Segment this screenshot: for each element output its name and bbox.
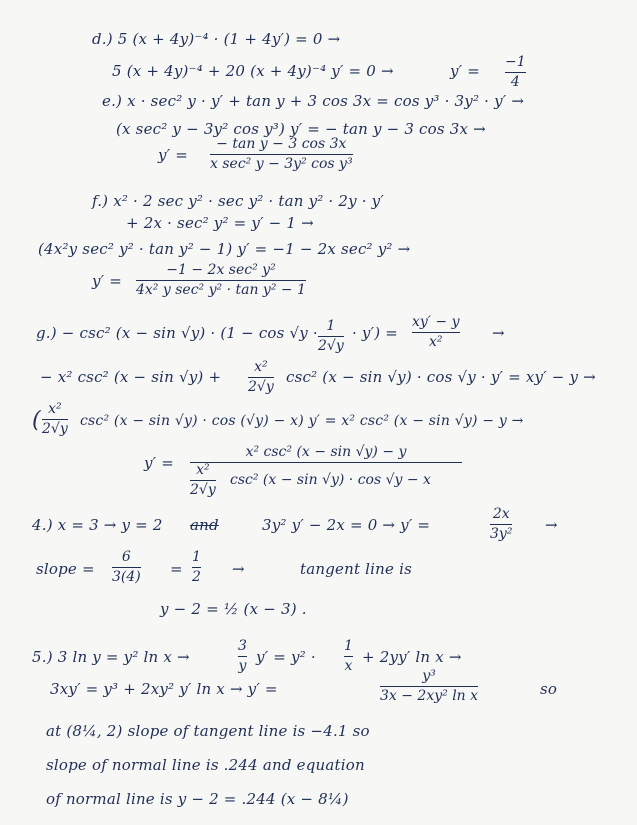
line-d2: 5 (x + 4y)⁻⁴ + 20 (x + 4y)⁻⁴ y′ = 0 → <box>112 62 394 80</box>
fraction-numerator: −1 <box>505 54 526 70</box>
line-f1: f.) x² · 2 sec y² · sec y² · tan y² · 2y · y′ <box>92 192 384 210</box>
line-p4-c5: tangent line is <box>300 560 412 578</box>
line-f3: (4x²y sec² y² · tan y² − 1) y′ = −1 − 2x sec² y² → <box>38 240 411 258</box>
line-p4-b: 3y² y′ − 2x = 0 → y′ = <box>262 516 431 534</box>
fraction-g1-b <box>318 318 344 355</box>
fraction-denominator: 2√y <box>318 338 344 354</box>
fraction-numerator: −1 − 2x sec² y² <box>166 262 276 278</box>
line-p5-e: of normal line is y − 2 = .244 (x − 8¼) <box>46 790 349 808</box>
line-d2-result: y′ = <box>450 62 481 80</box>
fraction-d2 <box>505 54 526 91</box>
fraction-numerator: 2x <box>492 506 510 522</box>
fraction-denominator: x <box>344 658 353 674</box>
line-p4-and: and <box>190 516 219 534</box>
line-g3-b: csc² (x − sin √y) · cos (√y) − x) y′ = x² csc² (x − sin √y) − y → <box>80 413 524 429</box>
fraction-p4-b <box>490 506 512 543</box>
fraction-denominator-rest: csc² (x − sin √y) · cos √y − x <box>230 472 431 488</box>
fraction-denominator: y <box>238 658 247 674</box>
line-p5-b: 3xy′ = y³ + 2xy² y′ ln x → y′ = <box>50 680 278 698</box>
line-g1-arrow: → <box>492 324 505 342</box>
line-p5-d: slope of normal line is .244 and equation <box>46 756 365 774</box>
fraction-denominator: 4 <box>510 74 520 90</box>
fraction-p4-c <box>112 549 141 586</box>
fraction-numerator: 1 <box>192 549 201 565</box>
line-p5-a4: + 2yy′ ln x → <box>362 648 462 666</box>
fraction-denominator: 2 <box>192 569 201 585</box>
line-f4-lhs: y′ = <box>92 272 123 290</box>
line-p4-d: y − 2 = ½ (x − 3) . <box>160 600 307 618</box>
line-p5-a2: y′ = y² · <box>256 648 316 666</box>
fraction-numerator: − tan y − 3 cos 3x <box>216 136 347 152</box>
fraction-numerator: x² csc² (x − sin √y) − y <box>245 444 407 460</box>
line-e3-lhs: y′ = <box>158 146 189 164</box>
fraction-denominator: 4x² y sec² y² · tan y² − 1 <box>136 282 306 298</box>
fraction-numerator: 3 <box>238 638 247 654</box>
fraction-denominator: x sec² y − 3y² cos y³ <box>210 156 353 172</box>
fraction-g1-d <box>412 314 460 351</box>
line-g1-c: · y′) = <box>352 324 399 342</box>
line-g4-lhs: y′ = <box>144 454 175 472</box>
fraction-numerator: 1 <box>326 318 336 334</box>
fraction-p4-c3 <box>192 549 201 586</box>
fraction-g4-inner <box>190 462 216 499</box>
fraction-denominator: 3y² <box>490 526 513 542</box>
fraction-g2-b <box>248 359 274 396</box>
fraction-denominator: 3(4) <box>112 569 141 585</box>
line-p5-b-so: so <box>540 680 558 698</box>
line-p4-b-arrow: → <box>545 516 558 534</box>
fraction-f4 <box>136 262 306 299</box>
line-e2: (x sec² y − 3y² cos y³) y′ = − tan y − 3 cos 3x → <box>116 120 486 138</box>
fraction-numerator: 6 <box>121 549 131 565</box>
fraction-denominator: 3x − 2xy² ln x <box>380 688 479 704</box>
fraction-denominator <box>190 464 462 498</box>
fraction-p5-a3 <box>344 638 353 675</box>
fraction-p5-a <box>238 638 247 675</box>
fraction-denominator: 2√y <box>42 421 68 437</box>
line-p4-c4: → <box>232 560 245 578</box>
line-d1: d.) 5 (x + 4y)⁻⁴ · (1 + 4y′) = 0 → <box>92 30 341 48</box>
line-g2-c: csc² (x − sin √y) · cos √y · y′ = xy′ − y → <box>286 368 596 386</box>
line-p5-c: at (8¼, 2) slope of tangent line is −4.1 so <box>46 722 370 740</box>
fraction-numerator: 1 <box>344 638 353 654</box>
line-f2: + 2x · sec² y² = y′ − 1 → <box>126 214 314 232</box>
fraction-numerator: x² <box>254 359 268 375</box>
line-p4-c: slope = <box>36 560 95 578</box>
fraction-e3 <box>210 136 353 173</box>
fraction-numerator: xy′ − y <box>412 314 460 330</box>
line-p4-a: 4.) x = 3 → y = 2 <box>32 516 163 534</box>
line-p5-a: 5.) 3 ln y = y² ln x → <box>32 648 190 666</box>
fraction-denominator: 2√y <box>190 482 216 498</box>
line-g3-open: ( <box>32 408 41 433</box>
fraction-numerator: y³ <box>422 668 436 684</box>
line-g2-a: − x² csc² (x − sin √y) + <box>40 368 222 386</box>
fraction-numerator: x² <box>48 401 62 417</box>
line-p4-c2: = <box>170 560 183 578</box>
line-e1: e.) x · sec² y · y′ + tan y + 3 cos 3x = cos y³ · 3y² · y′ → <box>102 92 525 110</box>
line-g1-a: g.) − csc² (x − sin √y) · (1 − cos √y · <box>36 324 318 342</box>
fraction-g4 <box>190 444 462 498</box>
fraction-g3-a <box>42 401 68 438</box>
fraction-numerator: x² <box>196 462 210 478</box>
fraction-p5-b <box>380 668 478 705</box>
fraction-denominator: 2√y <box>248 379 274 395</box>
fraction-denominator: x² <box>429 334 443 350</box>
